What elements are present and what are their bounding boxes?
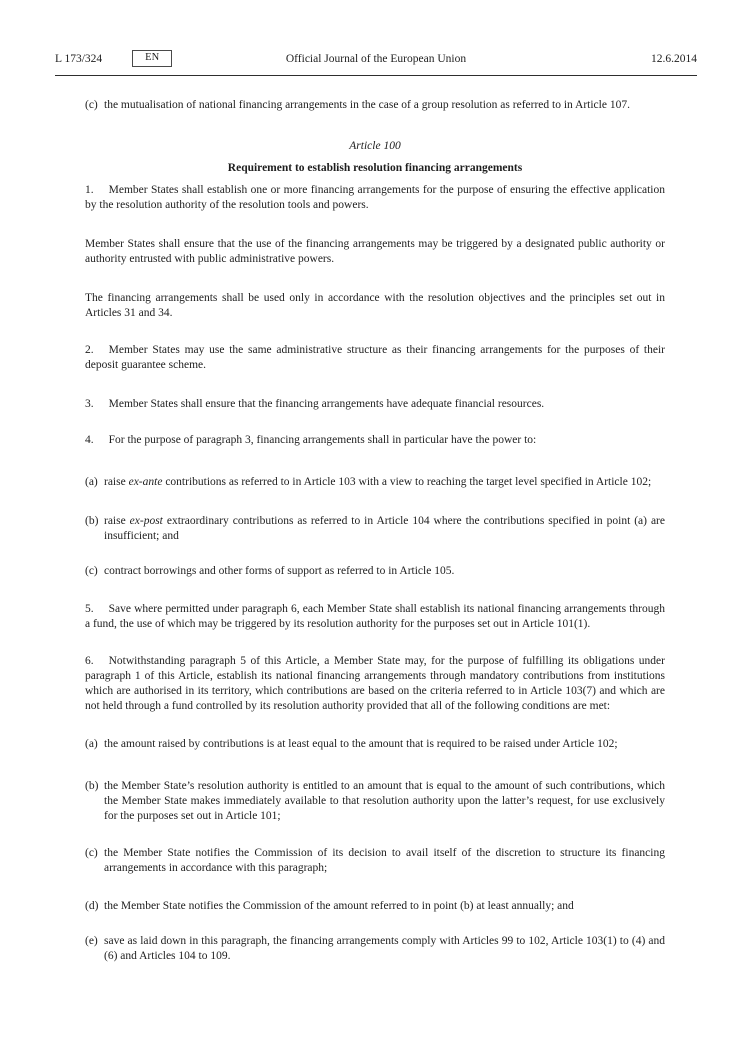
list-item-marker: (c) [85,565,98,577]
list-item-text: the Member State’s resolution authority is entitled to an amount that is equal to the amount of such contributions, which the Member State makes immediately available to that resolution authority upon the latter’s request, for use exclusively for the purposes set out in Article 101; [104,780,665,822]
paragraph-5 [85,602,665,632]
paragraph-text: Member States may use the same administrative structure as their financing arrangements for the purposes of their deposit guarantee scheme. [85,344,665,371]
paragraph-6 [85,654,665,714]
paragraph-text: Member States shall ensure that the financing arrangements have adequate financial resources. [108,398,545,410]
article-number: Article 100 [349,140,401,152]
list-item-marker: (b) [85,780,99,792]
list-item-marker: (a) [85,476,98,488]
paragraph-number: 5. [85,603,94,615]
list-item-text: raise ex-post extraordinary contributions as referred to in Article 104 where the contributions specified in point (a) are insufficient; and [104,515,665,542]
list-item [85,514,665,544]
list-item-text: save as laid down in this paragraph, the financing arrangements comply with Articles 99 to 102, Article 103(1) to (4) and (6) and Articles 104 to 109. [104,935,665,962]
list-item-marker: (c) [85,847,98,859]
paragraph-1-sub1: Member States shall ensure that the use of the financing arrangements may be triggered by a designated public authority or authority entrusted with public administrative powers. [85,238,665,265]
list-item [85,899,665,914]
list-item [85,564,665,579]
paragraph-3 [85,397,665,412]
list-item-marker: (a) [85,738,98,750]
paragraph-2 [85,343,665,373]
paragraph-number: 2. [85,344,94,356]
header-left-group [55,50,215,67]
list-item-text: contract borrowings and other forms of support as referred to in Article 105. [104,565,455,577]
list-item-text: the Member State notifies the Commission of the amount referred to in point (b) at least annually; and [104,900,574,912]
list-item-text: raise ex-ante contributions as referred to in Article 103 with a view to reaching the target level specified in Article 102; [104,476,652,488]
journal-title: Official Journal of the European Union [285,52,467,65]
paragraph-number: 3. [85,398,94,410]
paragraph-text: Notwithstanding paragraph 5 of this Article, a Member State may, for the purpose of fulfilling its obligations under paragraph 1 of this Article, establish its national financing arrangements through mandatory contributions from institutions which are authorised in its territory, which contributions are based on the criteria referred to in Article 103(7) and which are not held through a fund controlled by its resolution authority provided that all of the following conditions are met: [85,655,665,712]
list-item [85,846,665,876]
list-item-text: the Member State notifies the Commission of its decision to avail itself of the discretion to structure its financing arrangements in accordance with this paragraph; [104,847,665,874]
list-item-marker: (b) [85,515,99,527]
list-item [85,737,665,752]
list-item [85,475,665,490]
list-item-text: the amount raised by contributions is at least equal to the amount that is required to be raised under Article 102; [104,738,618,750]
language-badge: EN [132,50,172,67]
list-item-marker: (c) [85,99,98,111]
paragraph-4 [85,433,665,448]
paragraph-text: For the purpose of paragraph 3, financing arrangements shall in particular have the power to: [108,434,537,446]
list-item [85,934,665,964]
paragraph-number: 4. [85,434,94,446]
list-item-marker: (d) [85,900,99,912]
page-number: L 173/324 [55,52,103,65]
paragraph-number: 6. [85,655,94,667]
paragraph-text: Save where permitted under paragraph 6, each Member State shall establish its national financing arrangements through a fund, the use of which may be triggered by its resolution authority for the purposes set out in Article 101(1). [85,603,665,630]
paragraph-text: Member States shall establish one or more financing arrangements for the purpose of ensuring the effective application by the resolution authority of the resolution tools and powers. [85,184,665,211]
paragraph-number: 1. [85,184,94,196]
journal-date: 12.6.2014 [651,52,697,65]
page-header [55,50,697,67]
list-item-text: the mutualisation of national financing arrangements in the case of a group resolution as referred to in Article 107. [104,99,630,111]
paragraph-1 [85,183,665,213]
list-item [85,779,665,824]
header-rule [55,75,697,76]
article-title: Requirement to establish resolution financing arrangements [227,162,523,174]
list-item-marker: (e) [85,935,98,947]
paragraph-1-sub2: The financing arrangements shall be used only in accordance with the resolution objectives and the principles set out in Articles 31 and 34. [85,292,665,319]
list-item [85,98,665,113]
document-body [85,98,665,964]
